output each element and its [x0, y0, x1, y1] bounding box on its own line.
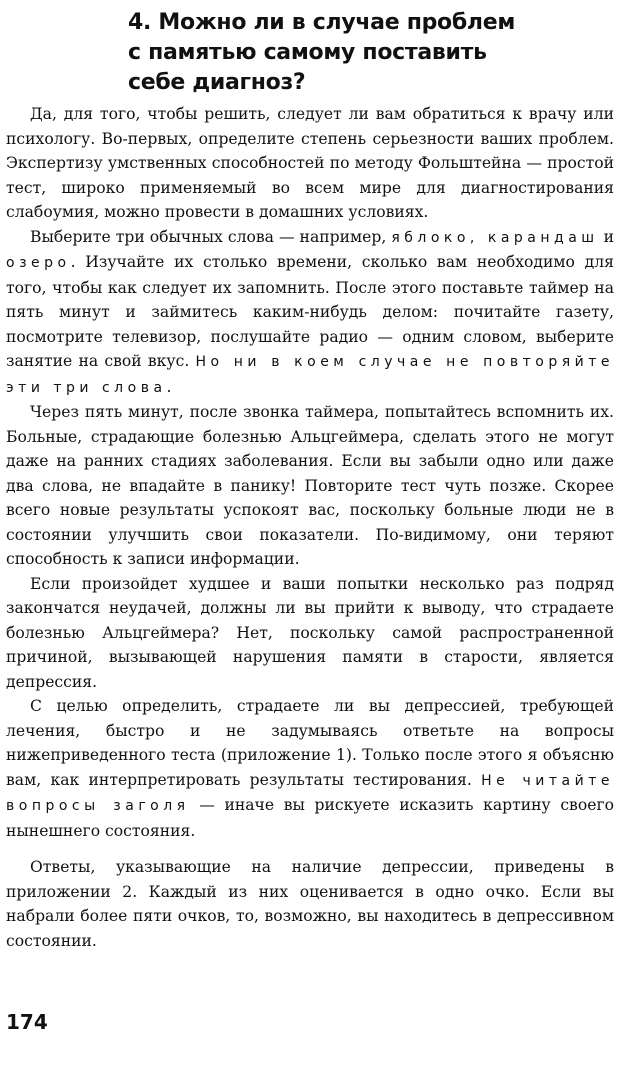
- paragraph-5: [6, 694, 614, 843]
- paragraph-5-text-a: С целью определить, страдаете ли вы депрессией, требующей лечения, быстро и не задумываясь ответьте на вопросы нижеприведенного теста (приложение 1). Только после этого я объясню вам, как интерпретировать результаты тестирования.: [6, 697, 614, 789]
- paragraph-2-text-c: и: [598, 227, 614, 246]
- paragraph-6: Ответы, указывающие на наличие депрессии, приведены в приложении 2. Каждый из них оценивается в одно очко. Если вы набрали более пяти очков, то, возможно, вы находитесь в депрессивном состоянии.: [6, 858, 614, 950]
- heading-line-2: с памятью самому поставить: [128, 40, 487, 65]
- warning-emphasis: Но ни в коем случае не повторяйте эти три слова: [6, 354, 614, 396]
- heading-line-1: 4. Можно ли в случае проблем: [128, 10, 516, 35]
- example-words-emphasis: яблоко, карандаш: [391, 229, 599, 246]
- paragraph-2-text-a: Выберите три обычных слова — например,: [30, 227, 392, 246]
- body-text: [6, 102, 614, 953]
- paragraph-1: Да, для того, чтобы решить, следует ли вам обратиться к врачу или психологу. Во-первых, определите степень серьезности ваших проблем. Экспертизу умственных способностей по методу Фольштейна — простой тест, широко применяемый во всем мире для диагностирования слабоумия, можно провести в домашних условиях.: [6, 105, 614, 221]
- paragraph-5-text-c: — иначе вы рискуете исказить картину своего нынешнего состояния.: [6, 796, 615, 840]
- instruction-emphasis: Не читайте вопросы заголя: [6, 772, 615, 814]
- paragraph-2: [6, 225, 614, 401]
- paragraph-4: Если произойдет худшее и ваши попытки несколько раз подряд закончатся неудачей, должны ли вы прийти к выводу, что страдаете болезнью Альцгеймера? Нет, поскольку самой распространенной причиной, вызывающей нарушения памяти в старости, является депрессия.: [6, 574, 614, 691]
- section-heading: [128, 8, 568, 98]
- paragraph-2-text-g: .: [166, 377, 172, 396]
- paragraph-3: Через пять минут, после звонка таймера, попытайтесь вспомнить их. Больные, страдающие болезнью Альцгеймера, сделать этого не могут даже на ранних стадиях заболевания. Если вы забыли одно или даже два слова, не впадайте в панику! Повторите тест чуть позже. Скорее всего новые результаты успокоят вас, поскольку больные люди не в состоянии улучшить свои показатели. По-видимому, они теряют способность к записи информации.: [6, 403, 614, 568]
- page-number: 174: [6, 1010, 48, 1034]
- example-word-emphasis: озеро: [6, 255, 71, 271]
- paragraph-2-text-e: . Изучайте их столько времени, сколько вам необходимо для того, чтобы как следует их запомнить. После этого поставьте таймер на пять минут и займитесь каким-нибудь делом: почитайте газету, посмотрите телевизор, послушайте радио — одним словом, выберите занятие на свой вкус.: [6, 253, 614, 370]
- heading-line-3: себе диагноз?: [128, 70, 306, 95]
